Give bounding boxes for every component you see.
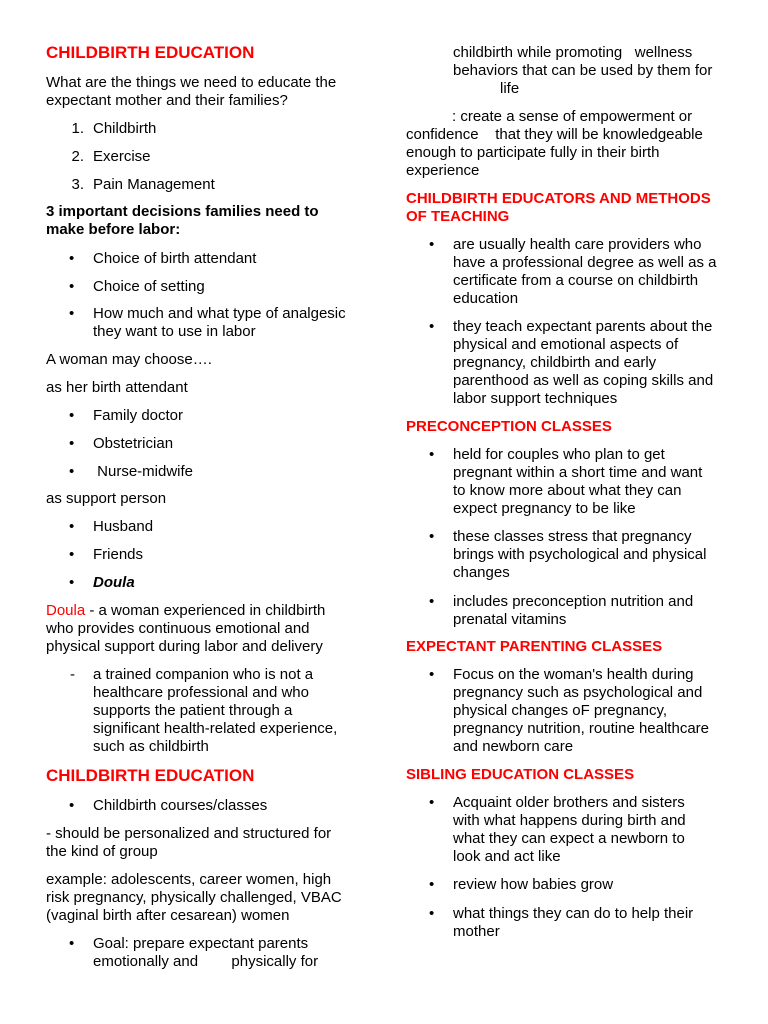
heading-expectant-parenting: EXPECTANT PARENTING CLASSES xyxy=(406,638,663,655)
bullet-text: Doula xyxy=(93,574,135,591)
bullet-text: Friends xyxy=(93,546,144,563)
doula-definition-text: - a woman experienced in childbirth who provides continuous emotional and physical support during labor and delivery xyxy=(46,602,326,655)
heading-childbirth-education-2: CHILDBIRTH EDUCATION xyxy=(46,766,255,785)
empowerment-body: : create a sense of empowerment or confidence that they will be knowledgeable enough to participate fully in their birth experience xyxy=(406,108,708,179)
bullet-text: are usually health care providers who have a professional degree as well as a certificate from a course on childbirth education xyxy=(453,236,717,307)
bullet-marker: • xyxy=(429,318,435,335)
support-label: as support person xyxy=(46,490,167,507)
bullet-marker: • xyxy=(429,528,435,545)
numbered-item-text: Exercise xyxy=(93,148,151,165)
goal-life: life xyxy=(500,80,520,97)
bullet-text: Husband xyxy=(93,518,154,535)
bullet-marker: • xyxy=(69,463,75,480)
number-marker: 1. xyxy=(71,120,84,137)
doula-definition xyxy=(46,602,346,656)
bullet-marker: • xyxy=(69,278,75,295)
bullet-text: Acquaint older brothers and sisters with what happens during birth and what they can expect a newborn to look and act like xyxy=(453,794,686,865)
bullet-marker: • xyxy=(69,574,75,591)
dash-marker: - xyxy=(70,666,75,683)
bullet-text: Nurse-midwife xyxy=(93,463,194,480)
bullet-text: review how babies grow xyxy=(453,876,614,893)
bullet-marker: • xyxy=(69,935,75,952)
bullet-text: Choice of setting xyxy=(93,278,205,295)
bullet-marker: • xyxy=(69,435,75,452)
heading-preconception: PRECONCEPTION CLASSES xyxy=(406,418,612,435)
bullet-text: Goal: prepare expectant parents emotionally and physically for xyxy=(93,935,319,970)
bullet-text: what things they can do to help their mother xyxy=(453,905,694,940)
goal-continuation: childbirth while promoting wellness behaviors that can be used by them for xyxy=(453,44,713,79)
bullet-marker: • xyxy=(69,518,75,535)
bullet-text: Family doctor xyxy=(93,407,184,424)
bullet-text: Focus on the woman's health during pregnancy such as psychological and physical changes oF pregnancy, pregnancy nutrition, routine healthcare and newborn care xyxy=(453,666,709,755)
bullet-text: these classes stress that pregnancy brings with psychological and physical changes xyxy=(453,528,707,581)
heading-childbirth-education-1: CHILDBIRTH EDUCATION xyxy=(46,43,255,62)
bullet-marker: • xyxy=(429,666,435,683)
bullet-marker: • xyxy=(429,876,435,893)
bullet-marker: • xyxy=(429,794,435,811)
numbered-item-text: Pain Management xyxy=(93,176,215,193)
bullet-text: How much and what type of analgesic they want to use in labor xyxy=(93,305,346,340)
bullet-marker: • xyxy=(69,250,75,267)
attendant-label: as her birth attendant xyxy=(46,379,188,396)
dash-text: a trained companion who is not a healthcare professional and who supports the patient through a significant health-related experience, such as childbirth xyxy=(93,666,338,755)
bullet-marker: • xyxy=(69,305,75,322)
personalized-note: - should be personalized and structured for the kind of group xyxy=(46,825,332,860)
example-groups: example: adolescents, career women, high risk pregnancy, physically challenged, VBAC (vaginal birth after cesarean) women xyxy=(46,871,342,924)
decisions-heading: 3 important decisions families need to make before labor: xyxy=(46,203,319,238)
bullet-text: Choice of birth attendant xyxy=(93,250,257,267)
heading-educators: CHILDBIRTH EDUCATORS AND METHODS OF TEACHING xyxy=(406,190,711,225)
number-marker: 2. xyxy=(71,148,84,165)
number-marker: 3. xyxy=(71,176,84,193)
bullet-text: Childbirth courses/classes xyxy=(93,797,268,814)
empowerment-text xyxy=(406,108,726,180)
bullet-marker: • xyxy=(69,407,75,424)
bullet-marker: • xyxy=(69,797,75,814)
bullet-marker: • xyxy=(429,236,435,253)
bullet-text: includes preconception nutrition and prenatal vitamins xyxy=(453,593,694,628)
bullet-text: Obstetrician xyxy=(93,435,174,452)
bullet-marker: • xyxy=(69,546,75,563)
numbered-item-text: Childbirth xyxy=(93,120,157,137)
bullet-text: held for couples who plan to get pregnant within a short time and want to know more about what they can expect pregnancy to be like xyxy=(453,446,703,517)
bullet-marker: • xyxy=(429,593,435,610)
bullet-marker: • xyxy=(429,905,435,922)
choose-line: A woman may choose…. xyxy=(46,351,212,368)
intro-question: What are the things we need to educate the expectant mother and their families? xyxy=(46,74,337,109)
bullet-text: they teach expectant parents about the physical and emotional aspects of pregnancy, childbirth and early parenthood as well as coping skills and labor support techniques xyxy=(453,318,714,407)
heading-sibling-education: SIBLING EDUCATION CLASSES xyxy=(406,766,635,783)
doula-term: Doula xyxy=(46,602,86,619)
bullet-marker: • xyxy=(429,446,435,463)
